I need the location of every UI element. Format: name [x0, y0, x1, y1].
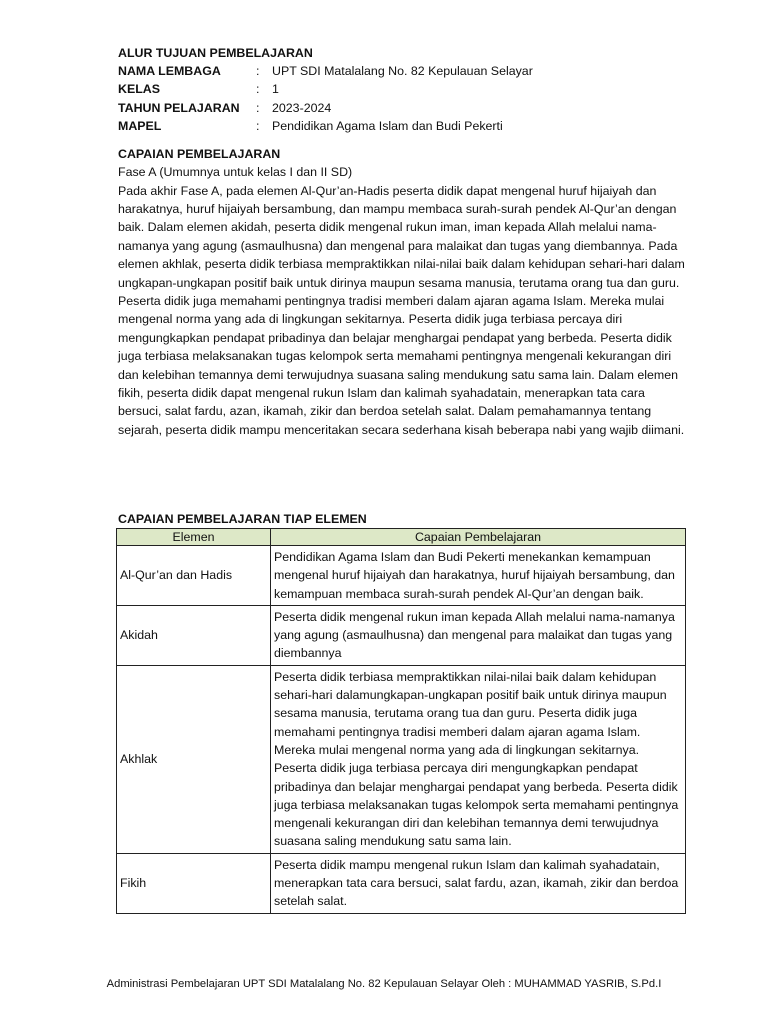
document-title: ALUR TUJUAN PEMBELAJARAN: [118, 46, 313, 60]
meta-key-tahun: TAHUN PELAJARAN: [118, 100, 240, 115]
cp-heading: CAPAIAN PEMBELAJARAN: [118, 147, 281, 162]
cell-capaian: Peserta didik mampu mengenal rukun Islam dan kalimah syahadatain, menerapkan tata cara bersuci, salat fardu, azan, ikamah, zikir dan berdoa setelah salat.: [271, 853, 686, 913]
cell-elemen: Akhlak: [117, 665, 271, 853]
cp-paragraph: Pada akhir Fase A, pada elemen Al-Qur’an-Hadis peserta didik dapat mengenal huruf hijaiyah dan harakatnya, huruf hijaiyah bersambung, dan mampu membaca surah-surah pendek Al-Qur’an dengan baik. Dalam elemen akidah, peserta didik mengenal rukun iman, iman kepada Allah melalui nama-namanya yang agung (asmaulhusna) dan mengenal para malaikat dan tugas yang diembannya. Pada elemen akhlak, peserta didik terbiasa mempraktikkan nilai-nilai baik dalam kehidupan sehari-hari dalam ungkapan-ungkapan positif baik untuk dirinya maupun sesama manusia, terutama orang tua dan guru. Peserta didik juga memahami pentingnya tradisi memberi dalam ajaran agama Islam. Mereka mulai mengenal norma yang ada di lingkungan sekitarnya. Peserta didik juga terbiasa percaya diri mengungkapkan pendapat pribadinya dan belajar menghargai pendapat yang berbeda. Peserta didik juga terbiasa melaksanakan tugas kelompok serta memahami pentingnya mengenali kekurangan diri dan kelebihan temannya demi terwujudnya suasana saling mendukung satu sama lain. Dalam elemen fikih, peserta didik dapat mengenal rukun Islam dan kalimah syahadatain, menerapkan tata cara bersuci, salat fardu, azan, ikamah, zikir dan berdoa setelah salat. Dalam pemahamannya tentang sejarah, peserta didik mampu menceritakan secara sederhana kisah beberapa nabi yang wajib diimani.: [118, 183, 685, 437]
meta-value-tahun: 2023-2024: [272, 100, 332, 115]
document-body: [118, 44, 686, 439]
cp-phase: Fase A (Umumnya untuk kelas I dan II SD): [118, 165, 353, 180]
meta-colon: :: [256, 100, 260, 115]
cell-capaian: Pendidikan Agama Islam dan Budi Pekerti menekankan kemampuan mengenal huruf hijaiyah dan harakatnya, huruf hijaiyah bersambung, dan kemampuan membaca surah-surah pendek Al-Qur’an dengan baik.: [271, 546, 686, 606]
table-header-row: [117, 529, 686, 546]
header-elemen: Elemen: [117, 529, 271, 546]
table-title: CAPAIAN PEMBELAJARAN TIAP ELEMEN: [118, 512, 367, 526]
meta-fields: [118, 62, 686, 135]
table-row: [117, 665, 686, 853]
meta-key-mapel: MAPEL: [118, 118, 162, 133]
table-row: [117, 853, 686, 913]
meta-key-lembaga: NAMA LEMBAGA: [118, 64, 221, 78]
cell-elemen: Al-Qur’an dan Hadis: [117, 546, 271, 606]
table-row: [117, 605, 686, 665]
table-row: [117, 546, 686, 606]
header-capaian: Capaian Pembelajaran: [271, 529, 686, 546]
meta-value-mapel: Pendidikan Agama Islam dan Budi Pekerti: [272, 118, 503, 133]
cell-elemen: Fikih: [117, 853, 271, 913]
cell-capaian: Peserta didik mengenal rukun iman kepada Allah melalui nama-namanya yang agung (asmaulhusna) dan mengenal para malaikat dan tugas yang diembannya: [271, 605, 686, 665]
elements-table: [116, 528, 686, 914]
page-footer: Administrasi Pembelajaran UPT SDI Matalalang No. 82 Kepulauan Selayar Oleh : MUHAMMAD YASRIB, S.Pd.I: [106, 978, 662, 990]
meta-colon: :: [256, 118, 260, 133]
meta-value-lembaga: UPT SDI Matalalang No. 82 Kepulauan Selayar: [272, 64, 533, 78]
meta-colon: :: [256, 82, 260, 97]
cell-capaian: Peserta didik terbiasa mempraktikkan nilai-nilai baik dalam kehidupan sehari-hari dalamungkapan-ungkapan positif baik untuk dirinya maupun sesama manusia, terutama orang tua dan guru. Peserta didik juga memahami pentingnya tradisi memberi dalam ajaran agama Islam. Mereka mulai mengenal norma yang ada di lingkungan sekitarnya. Peserta didik juga terbiasa percaya diri mengungkapkan pendapat pribadinya dan belajar menghargai pendapat yang berbeda. Peserta didik juga terbiasa melaksanakan tugas kelompok serta memahami pentingnya mengenali kekurangan diri dan kelebihan temannya demi terwujudnya suasana saling mendukung satu sama lain.: [271, 665, 686, 853]
meta-value-kelas: 1: [272, 82, 279, 97]
meta-colon: :: [256, 64, 260, 78]
cell-elemen: Akidah: [117, 605, 271, 665]
meta-key-kelas: KELAS: [118, 82, 160, 97]
